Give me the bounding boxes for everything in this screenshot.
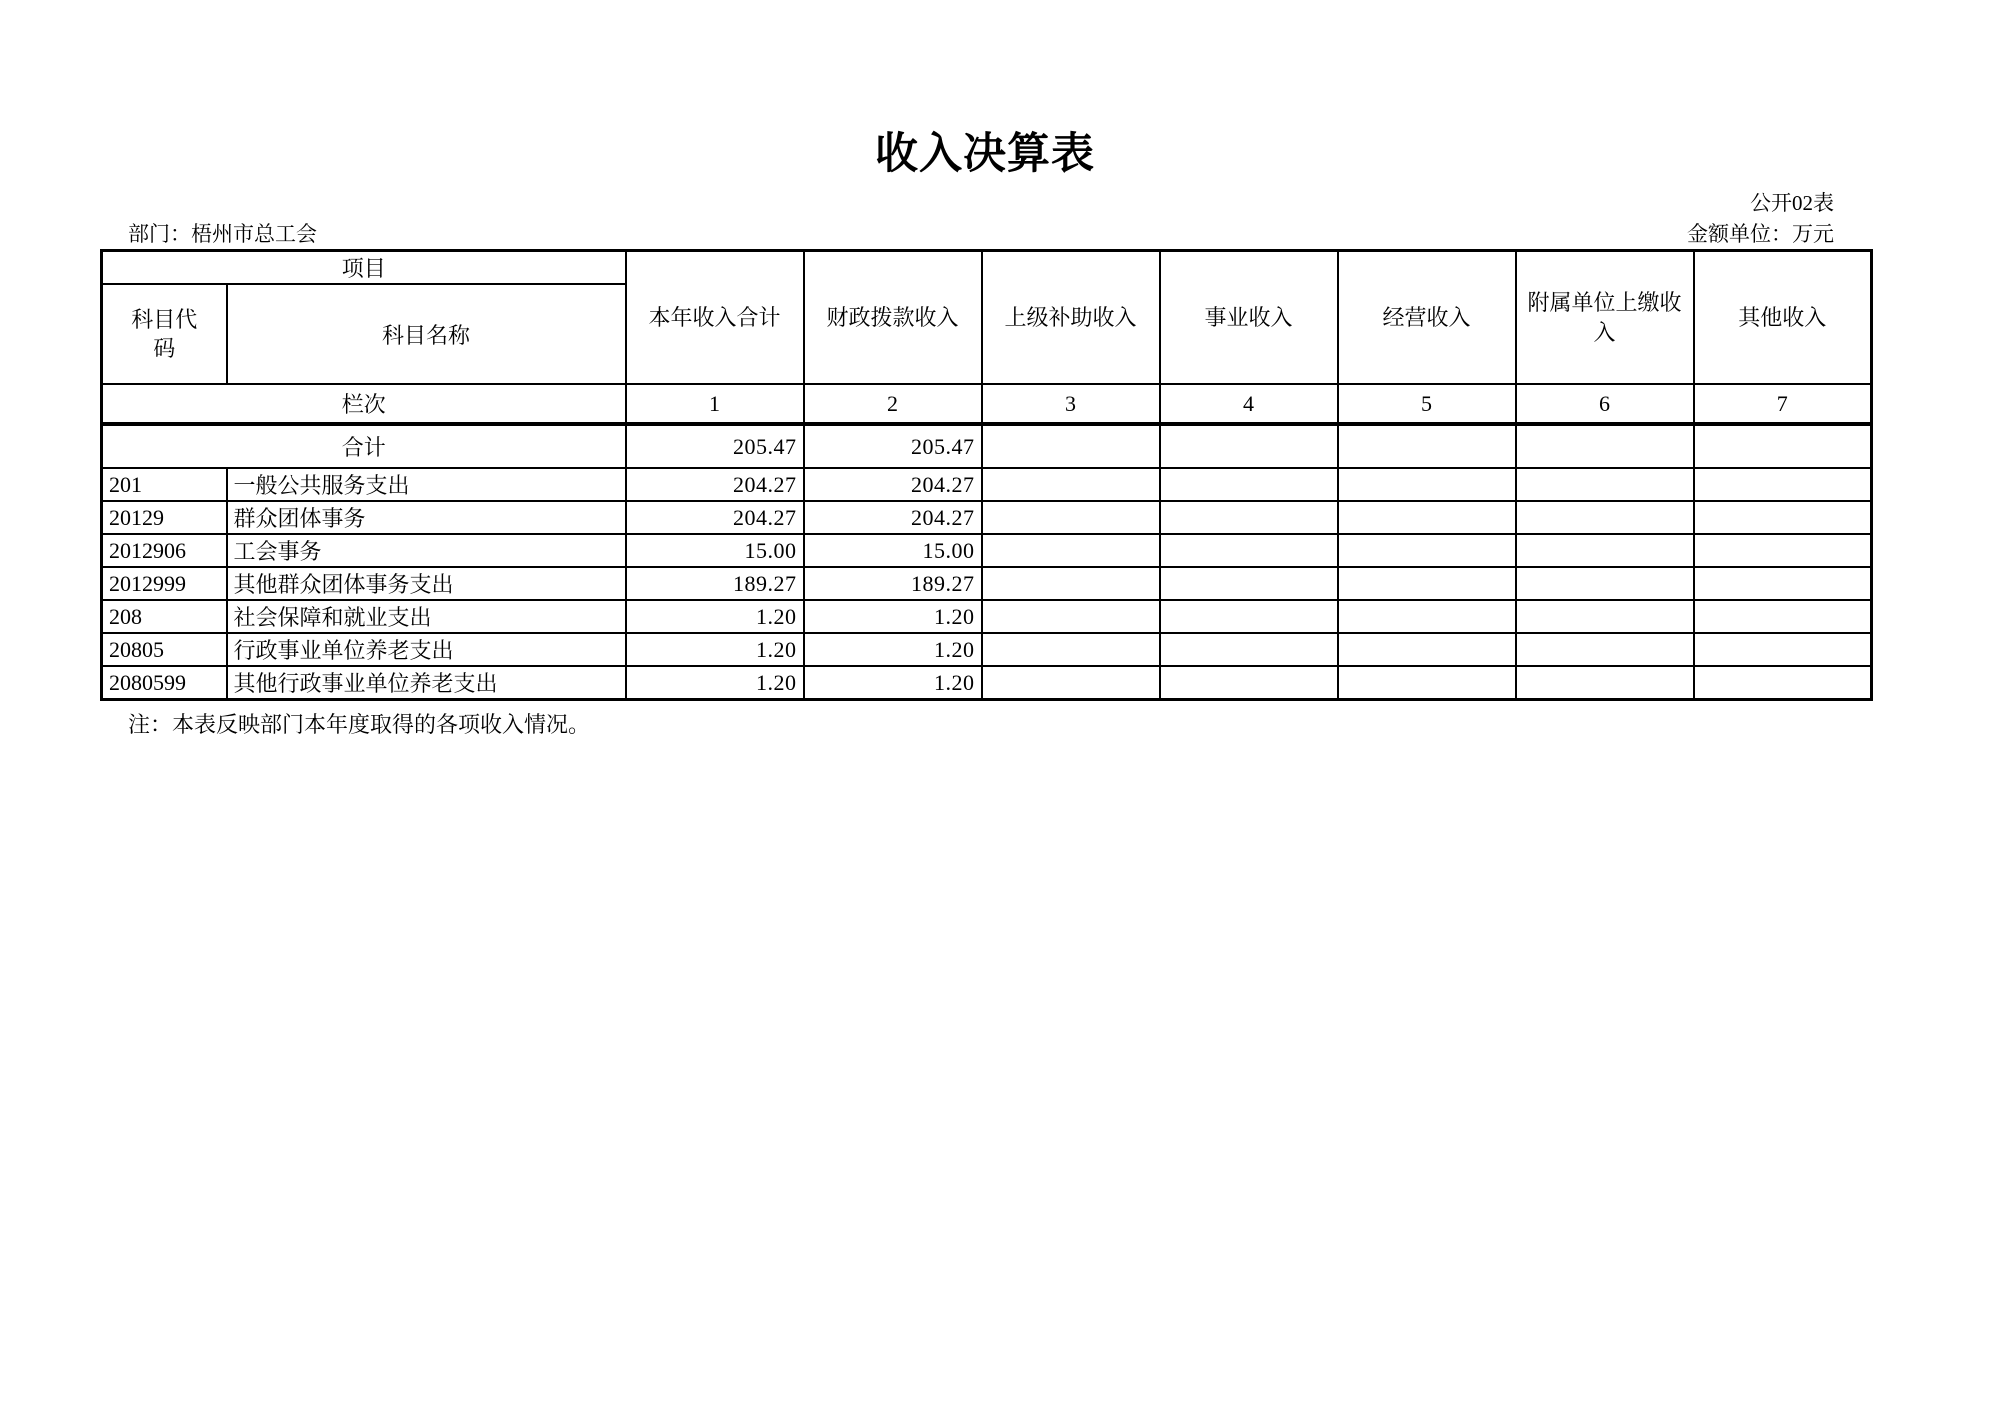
table-code-label: 公开02表 (1750, 191, 1834, 216)
total-value (1694, 424, 1872, 468)
total-value (1338, 424, 1516, 468)
row-value: 1.20 (626, 666, 804, 700)
row-value (1694, 468, 1872, 501)
row-value: 1.20 (626, 633, 804, 666)
row-value (1516, 600, 1694, 633)
row-name: 其他行政事业单位养老支出 (227, 666, 626, 700)
row-value (1694, 501, 1872, 534)
table-row (102, 534, 1872, 567)
row-value (982, 468, 1160, 501)
row-code: 2012999 (102, 567, 227, 600)
rank-number-4: 4 (1160, 384, 1338, 424)
rank-number-3: 3 (982, 384, 1160, 424)
row-value (1516, 501, 1694, 534)
row-code: 2012906 (102, 534, 227, 567)
row-value (982, 633, 1160, 666)
row-value: 189.27 (804, 567, 982, 600)
row-value (1338, 501, 1516, 534)
header-row-project (102, 251, 1872, 285)
row-value: 1.20 (804, 633, 982, 666)
row-value: 1.20 (626, 600, 804, 633)
row-value (1516, 633, 1694, 666)
row-value: 204.27 (626, 468, 804, 501)
row-value (1160, 534, 1338, 567)
rank-number-1: 1 (626, 384, 804, 424)
header-col-subsidiary-remittance: 附属单位上缴收入 (1516, 251, 1694, 385)
table-row (102, 567, 1872, 600)
header-project: 项目 (102, 251, 626, 285)
header-col-fiscal-appropriation: 财政拨款收入 (804, 251, 982, 385)
row-value (1338, 567, 1516, 600)
row-value: 1.20 (804, 666, 982, 700)
row-value (982, 666, 1160, 700)
row-code: 20129 (102, 501, 227, 534)
rank-number-5: 5 (1338, 384, 1516, 424)
row-value (982, 567, 1160, 600)
row-name: 群众团体事务 (227, 501, 626, 534)
header-col-other-income: 其他收入 (1694, 251, 1872, 385)
row-code: 208 (102, 600, 227, 633)
row-value (1338, 600, 1516, 633)
row-value (1516, 666, 1694, 700)
header-subject-name: 科目名称 (227, 284, 626, 384)
total-value (1160, 424, 1338, 468)
row-value (1338, 666, 1516, 700)
row-value (1160, 600, 1338, 633)
income-final-accounts-table (100, 249, 1873, 701)
row-value (1338, 633, 1516, 666)
amount-unit-label: 金额单位：万元 (1687, 222, 1834, 247)
row-value (1160, 666, 1338, 700)
header-subject-code: 科目代码 (102, 284, 227, 384)
table-row (102, 600, 1872, 633)
row-value (1338, 468, 1516, 501)
footnote: 注：本表反映部门本年度取得的各项收入情况。 (128, 712, 591, 738)
total-row (102, 424, 1872, 468)
row-value (1694, 534, 1872, 567)
row-value (982, 534, 1160, 567)
row-value: 1.20 (804, 600, 982, 633)
row-value (1338, 534, 1516, 567)
header-col-total-income: 本年收入合计 (626, 251, 804, 385)
row-name: 其他群众团体事务支出 (227, 567, 626, 600)
table-row (102, 666, 1872, 700)
total-value (1516, 424, 1694, 468)
row-value: 204.27 (804, 468, 982, 501)
page-title: 收入决算表 (875, 131, 1095, 178)
row-name: 工会事务 (227, 534, 626, 567)
total-value: 205.47 (804, 424, 982, 468)
row-name: 行政事业单位养老支出 (227, 633, 626, 666)
total-value: 205.47 (626, 424, 804, 468)
rank-label: 栏次 (102, 384, 626, 424)
row-value (1160, 633, 1338, 666)
total-label: 合计 (102, 424, 626, 468)
table-row (102, 501, 1872, 534)
row-value (1694, 666, 1872, 700)
row-value (1160, 567, 1338, 600)
header-col-superior-subsidy: 上级补助收入 (982, 251, 1160, 385)
department-label: 部门：梧州市总工会 (128, 222, 317, 247)
header-row-rank (102, 384, 1872, 424)
row-value (1516, 534, 1694, 567)
row-value (1160, 468, 1338, 501)
table-row (102, 468, 1872, 501)
rank-number-7: 7 (1694, 384, 1872, 424)
row-value (1694, 633, 1872, 666)
header-col-operating-income: 经营收入 (1338, 251, 1516, 385)
row-value (1516, 567, 1694, 600)
meta-row (100, 215, 1870, 249)
row-value: 204.27 (626, 501, 804, 534)
rank-number-2: 2 (804, 384, 982, 424)
row-value: 204.27 (804, 501, 982, 534)
row-value: 189.27 (626, 567, 804, 600)
row-value: 15.00 (804, 534, 982, 567)
row-code: 20805 (102, 633, 227, 666)
row-value (1160, 501, 1338, 534)
row-value (1694, 567, 1872, 600)
row-value (982, 600, 1160, 633)
rank-number-6: 6 (1516, 384, 1694, 424)
row-value (1694, 600, 1872, 633)
table-row (102, 633, 1872, 666)
total-value (982, 424, 1160, 468)
row-value: 15.00 (626, 534, 804, 567)
row-name: 一般公共服务支出 (227, 468, 626, 501)
row-value (1516, 468, 1694, 501)
row-value (982, 501, 1160, 534)
row-code: 2080599 (102, 666, 227, 700)
row-code: 201 (102, 468, 227, 501)
row-name: 社会保障和就业支出 (227, 600, 626, 633)
header-col-public-institution-income: 事业收入 (1160, 251, 1338, 385)
